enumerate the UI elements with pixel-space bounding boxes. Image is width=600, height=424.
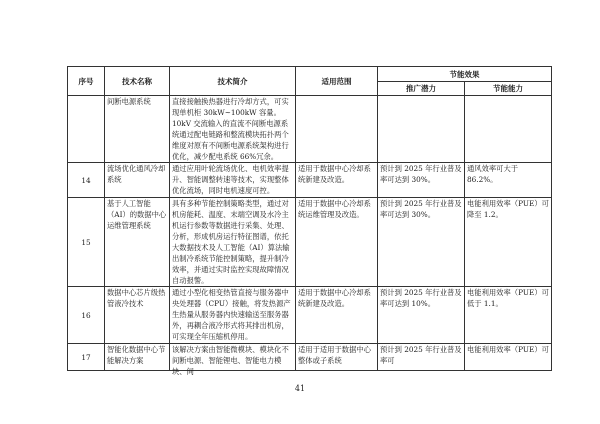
header-name: 技术名称 <box>105 67 170 96</box>
row-capacity-cell <box>465 344 552 371</box>
row-capacity: 电能利用效率（PUE）可低于 1.1。 <box>465 287 552 344</box>
row-intro: 通过应用叶轮流场优化、电机效率提升、智能调整转速等技术，实现整体优化流场，同时电机速度可控。 <box>170 163 296 198</box>
row-name: 数据中心芯片级热管液冷技术 <box>105 287 170 344</box>
row-intro: 具有多种节能控制策略类型，通过对机房能耗、温度、末端空调及水冷主机运行参数等数据进行采集、处理、分析，形成机房运行特征图谱，依托大数据技术及人工智能（AI）算法输出制冷系统节能控制策略，提升制冷效率，并通过实时监控实现故障情况自动报警。 <box>170 198 296 287</box>
row-no <box>68 96 105 163</box>
row-scope: 适用于数据中心冷却系统新建及改造。 <box>296 287 378 344</box>
row-potential-cell <box>378 344 465 371</box>
row-name: 间断电源系统 <box>105 96 170 163</box>
row-potential: 预计到 2025 年行业普及率可 <box>380 345 462 365</box>
table-row <box>68 96 552 163</box>
row-no: 17 <box>68 344 105 371</box>
row-no: 16 <box>68 287 105 344</box>
row-scope: 适用于数据中心冷却系统运维管理及改造。 <box>296 198 378 287</box>
row-capacity: 通风效率可大于 86.2%。 <box>465 163 552 198</box>
row-scope <box>296 96 378 163</box>
table-row <box>68 344 552 371</box>
row-potential: 预计到 2025 年行业普及率可达到 30%。 <box>378 163 465 198</box>
row-name-cell <box>105 344 170 371</box>
row-name: 智能化数据中心节能解决方案 <box>107 345 166 365</box>
header-potential: 推广潜力 <box>378 82 465 96</box>
table-header-row <box>68 67 552 82</box>
row-intro: 该解决方案由智能微模块、模块化不间断电源、智能锂电、智能电力模块、间 <box>172 345 289 376</box>
row-no: 14 <box>68 163 105 198</box>
row-scope-cell <box>296 344 378 371</box>
header-effect: 节能效果 <box>378 67 552 82</box>
row-potential: 预计到 2025 年行业普及率可达到 10%。 <box>378 287 465 344</box>
row-no: 15 <box>68 198 105 287</box>
row-capacity <box>465 96 552 163</box>
row-intro: 通过小型化相变热管直接与服务器中央处理器（CPU）接触，将发热源产生热量从服务器内快速输送至服务器外，再耦合液冷形式将其排出机房，可实现全年压缩机停用。 <box>170 287 296 344</box>
row-intro-cell <box>170 344 296 376</box>
row-potential <box>378 96 465 163</box>
header-capacity: 节能能力 <box>465 82 552 96</box>
row-scope: 适用于适用于数据中心整体或子系统 <box>298 345 371 365</box>
technology-table <box>67 66 552 376</box>
row-intro: 直接接触换热器进行冷却方式，可实现单机柜 30kW~100kW 容量。10kV 交流输入的直流不间断电源系统通过配电链路和整流模块拓扑两个维度对原有不间断电源系统架构进行优化，减少配电系统 66%冗余。 <box>170 96 296 163</box>
header-scope: 适用范围 <box>296 67 378 96</box>
table-row <box>68 198 552 287</box>
row-capacity: 电能利用效率（PUE）可 <box>467 345 549 354</box>
table-row <box>68 287 552 344</box>
page-number: 41 <box>294 384 306 393</box>
row-potential: 预计到 2025 年行业普及率可达到 30%。 <box>378 198 465 287</box>
row-name: 流场优化通风冷却系统 <box>105 163 170 198</box>
row-scope: 适用于数据中心冷却系统新建及改造。 <box>296 163 378 198</box>
header-no: 序号 <box>68 67 105 96</box>
table-row <box>68 163 552 198</box>
row-capacity: 电能利用效率（PUE）可降至 1.2。 <box>465 198 552 287</box>
header-intro: 技术简介 <box>170 67 296 96</box>
row-name: 基于人工智能（AI）的数据中心运维管理系统 <box>105 198 170 287</box>
